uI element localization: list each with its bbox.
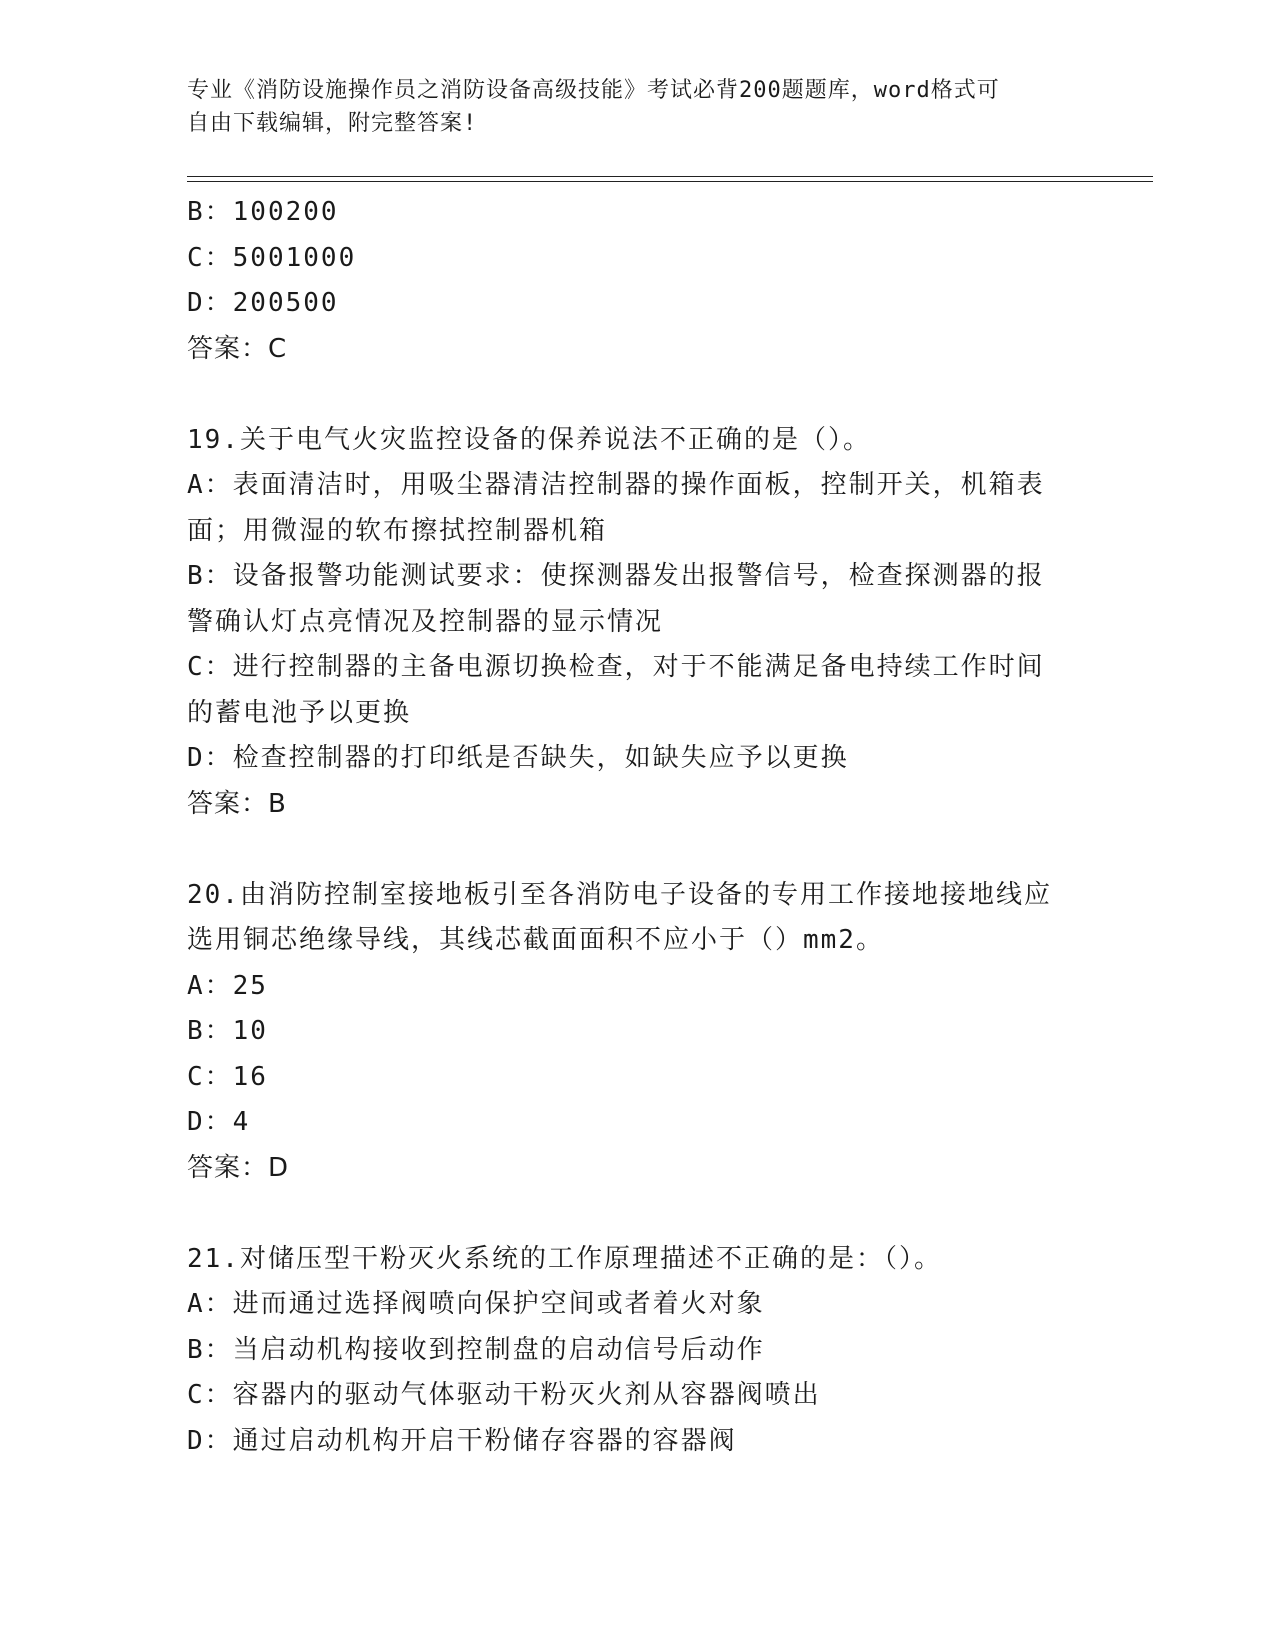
question-20 (187, 873, 1067, 1192)
option-d: D：200500 (187, 288, 339, 318)
option-a-line-2: 面；用微湿的软布擦拭控制器机箱 (187, 515, 608, 546)
question-19 (187, 418, 1067, 828)
document-header (187, 74, 1067, 140)
question-stem: 21.对储压型干粉灭火系统的工作原理描述不正确的是：（）。 (187, 1243, 942, 1274)
option-c-line-1: C：进行控制器的主备电源切换检查，对于不能满足备电持续工作时间 (187, 652, 1045, 682)
option-c-line-2: 的蓄电池予以更换 (187, 697, 412, 728)
option-c: C：16 (187, 1061, 268, 1092)
option-a: A：25 (187, 970, 268, 1001)
header-divider-top (187, 176, 1153, 177)
option-d: D：检查控制器的打印纸是否缺失，如缺失应予以更换 (187, 743, 849, 773)
option-a: A：进而通过选择阀喷向保护空间或者着火对象 (187, 1289, 765, 1319)
spacer (187, 372, 1067, 418)
option-c: C：容器内的驱动气体驱动干粉灭火剂从容器阀喷出 (187, 1380, 821, 1410)
header-line-2: 自由下载编辑，附完整答案! (187, 111, 478, 136)
header-divider-bottom (187, 181, 1153, 182)
question-21 (187, 1237, 1067, 1465)
option-b-line-1: B：设备报警功能测试要求：使探测器发出报警信号，检查探测器的报 (187, 561, 1045, 591)
option-d: D：通过启动机构开启干粉储存容器的容器阀 (187, 1425, 737, 1456)
option-b: B：10 (187, 1016, 268, 1046)
option-b: B：100200 (187, 197, 339, 227)
question-stem-line-1: 20.由消防控制室接地板引至各消防电子设备的专用工作接地接地线应 (187, 879, 1052, 910)
answer-line: 答案：D (187, 1152, 290, 1183)
question-stem-line-2: 选用铜芯绝缘导线，其线芯截面面积不应小于（）mm2。 (187, 925, 884, 955)
header-line-1: 专业《消防设施操作员之消防设备高级技能》考试必背200题题库，word格式可 (187, 78, 1000, 103)
answer-line: 答案：B (187, 788, 287, 819)
answer-line: 答案：C (187, 333, 288, 364)
question-stem: 19.关于电气火灾监控设备的保养说法不正确的是（）。 (187, 424, 871, 455)
option-b-line-2: 警确认灯点亮情况及控制器的显示情况 (187, 606, 664, 637)
option-a-line-1: A：表面清洁时，用吸尘器清洁控制器的操作面板，控制开关，机箱表 (187, 470, 1045, 500)
carryover-question (187, 190, 1067, 372)
option-d: D：4 (187, 1107, 251, 1137)
option-c: C：5001000 (187, 242, 357, 273)
question-content (187, 190, 1067, 1464)
spacer (187, 827, 1067, 873)
spacer (187, 1191, 1067, 1237)
option-b: B：当启动机构接收到控制盘的启动信号后动作 (187, 1334, 765, 1365)
